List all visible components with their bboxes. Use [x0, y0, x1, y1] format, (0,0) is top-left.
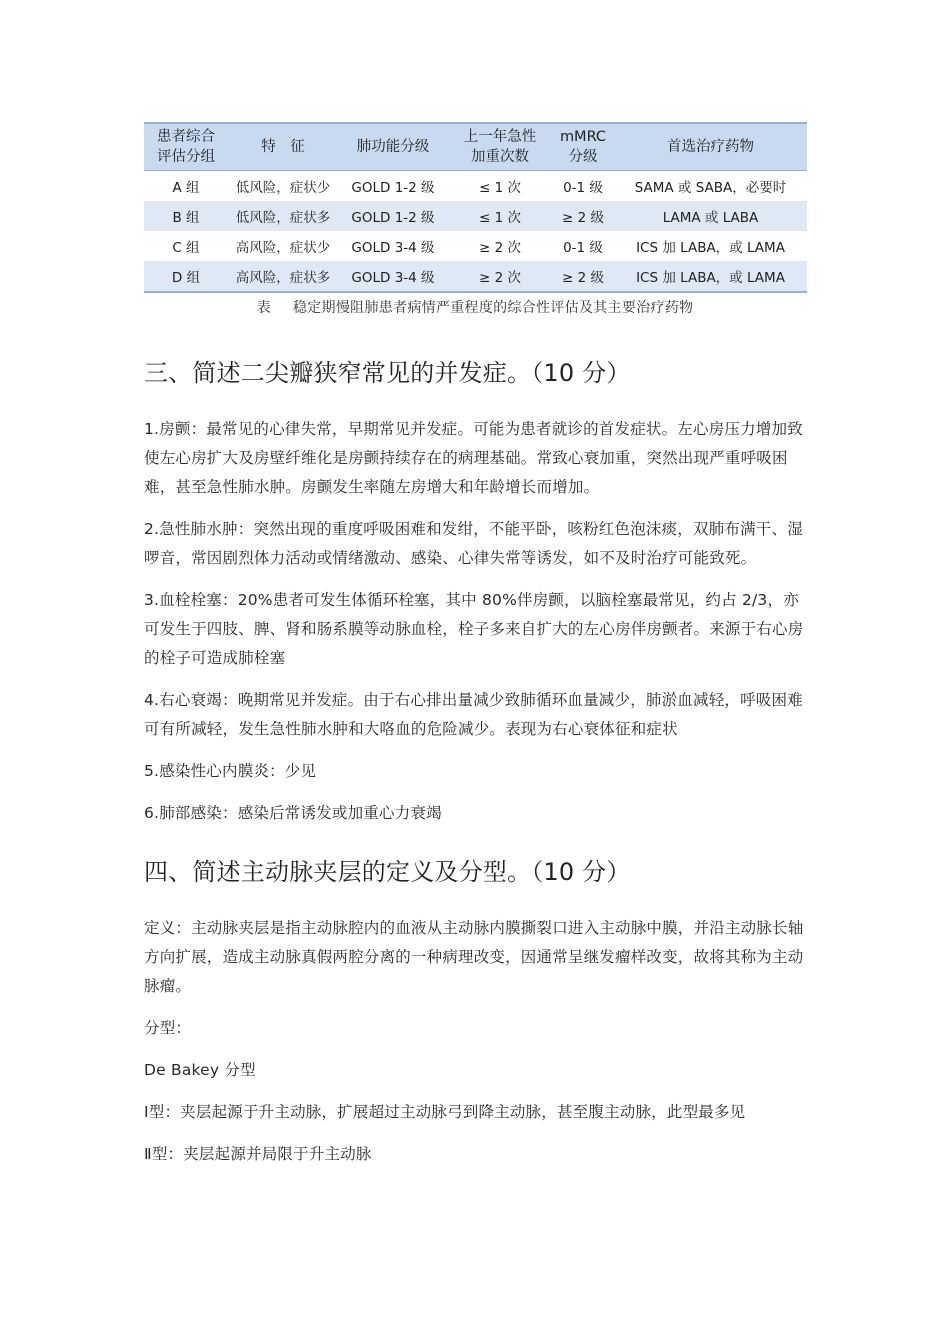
- table-cell: 0-1 级: [563, 240, 603, 256]
- table-row: [144, 231, 807, 261]
- table-cell: A 组: [172, 180, 200, 196]
- section-4-type-1: Ⅰ型：夹层起源于升主动脉，扩展超过主动脉弓到降主动脉，甚至腹主动脉，此型最多见: [144, 1103, 746, 1121]
- table-row: [144, 261, 807, 292]
- table-cell: ICS 加 LABA，或 LAMA: [614, 261, 807, 292]
- copd-assessment-table: [144, 122, 807, 293]
- section-3-title: 三、简述二尖瓣狭窄常见的并发症。（10 分）: [144, 359, 631, 387]
- table-cell: LAMA 或 LABA: [614, 201, 807, 231]
- table-cell: ≥ 2 次: [448, 261, 552, 292]
- section-4-classification: De Bakey 分型: [144, 1061, 256, 1079]
- section-3-item-5: 5.感染性心内膜炎：少见: [144, 762, 317, 780]
- table-cell: 0-1 级: [563, 180, 603, 196]
- table-cell: ≤ 1 次: [479, 180, 521, 196]
- section-3-item-3: 3.血栓栓塞：20%患者可发生体循环栓塞，其中 80%伴房颤，以脑栓塞最常见，约占 2/3，亦可发生于四肢、脾、肾和肠系膜等动脉血栓，栓子多来自扩大的左心房伴房颤者。来源于右心房的栓子可造成肺栓塞: [144, 591, 804, 667]
- header-lung-function: 肺功能分级: [338, 123, 448, 171]
- table-caption-text: 稳定期慢阻肺患者病情严重程度的综合性评估及其主要治疗药物: [292, 300, 694, 316]
- section-4-title: 四、简述主动脉夹层的定义及分型。（10 分）: [144, 858, 631, 886]
- table-cell: ≤ 1 次: [448, 201, 552, 231]
- table-caption-label: 表: [256, 300, 271, 316]
- table-caption: [142, 297, 808, 317]
- table-cell: ≥ 2 级: [552, 261, 614, 292]
- table-row: [144, 201, 807, 231]
- header-drugs: 首选治疗药物: [614, 123, 807, 171]
- table-cell: 高风险，症状少: [235, 240, 331, 256]
- section-4-type-2: Ⅱ型：夹层起源并局限于升主动脉: [144, 1145, 372, 1163]
- table-cell: 高风险，症状多: [228, 261, 338, 292]
- table-row: [144, 171, 807, 202]
- table-cell: 低风险，症状少: [235, 180, 331, 196]
- header-mmrc: mMRC 分级: [552, 123, 614, 171]
- table-cell: C 组: [172, 240, 200, 256]
- table-cell: 低风险，症状多: [228, 201, 338, 231]
- section-4-definition: 定义：主动脉夹层是指主动脉腔内的血液从主动脉内膜撕裂口进入主动脉中膜，并沿主动脉长轴方向扩展，造成主动脉真假两腔分离的一种病理改变，因通常呈继发瘤样改变，故将其称为主动脉瘤。: [144, 919, 804, 995]
- table-cell: SAMA 或 SABA，必要时: [634, 180, 787, 196]
- section-3-item-4: 4.右心衰竭：晚期常见并发症。由于右心排出量减少致肺循环血量减少，肺淤血减轻，呼吸困难可有所减轻，发生急性肺水肿和大咯血的危险减少。表现为右心衰体征和症状: [144, 691, 803, 738]
- table-cell: ICS 加 LABA，或 LAMA: [636, 240, 785, 256]
- header-feature: 特 征: [228, 123, 338, 171]
- section-3-item-6: 6.肺部感染：感染后常诱发或加重心力衰竭: [144, 804, 442, 822]
- section-3-item-2: 2.急性肺水肿：突然出现的重度呼吸困难和发绀，不能平卧，咳粉红色泡沫痰，双肺布满干、湿啰音，常因剧烈体力活动或情绪激动、感染、心律失常等诱发，如不及时治疗可能致死。: [144, 520, 803, 567]
- table-cell: GOLD 1-2 级: [338, 201, 448, 231]
- section-4-types-label: 分型：: [144, 1019, 192, 1037]
- table-cell: ≥ 2 次: [479, 240, 521, 256]
- table-cell: ≥ 2 级: [552, 201, 614, 231]
- table-cell: GOLD 3-4 级: [338, 261, 448, 292]
- table-cell: GOLD 1-2 级: [351, 180, 435, 196]
- table-cell: D 组: [144, 261, 228, 292]
- header-exacerbations: 上一年急性 加重次数: [448, 123, 552, 171]
- table-header-row: [144, 123, 807, 171]
- section-3-item-1: 1.房颤：最常见的心律失常，早期常见并发症。可能为患者就诊的首发症状。左心房压力增加致使左心房扩大及房壁纤维化是房颤持续存在的病理基础。常致心衰加重，突然出现严重呼吸困难，甚至急性肺水肿。房颤发生率随左房增大和年龄增长而增加。: [144, 420, 803, 496]
- document-page: [144, 122, 808, 1169]
- table-cell: GOLD 3-4 级: [351, 240, 435, 256]
- header-group: 患者综合 评估分组: [144, 123, 228, 171]
- table-cell: B 组: [144, 201, 228, 231]
